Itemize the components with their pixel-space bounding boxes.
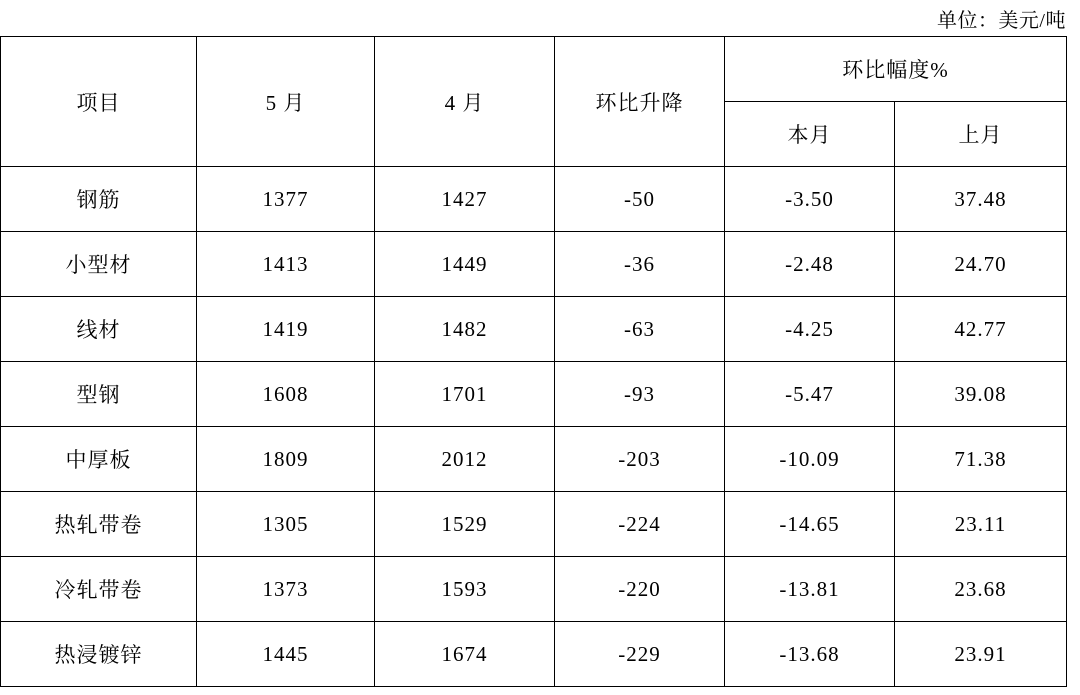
cell-mom-current: -5.47 (725, 362, 895, 427)
cell-change: -220 (555, 557, 725, 622)
cell-apr: 1449 (375, 232, 555, 297)
cell-apr: 1482 (375, 297, 555, 362)
cell-mom-current: -13.81 (725, 557, 895, 622)
cell-change: -50 (555, 167, 725, 232)
cell-mom-current: -14.65 (725, 492, 895, 557)
cell-may: 1419 (197, 297, 375, 362)
cell-mom-previous: 39.08 (895, 362, 1067, 427)
table-row (1, 557, 1067, 622)
table-body (1, 167, 1067, 687)
cell-item: 热浸镀锌 (1, 622, 197, 687)
table-row (1, 427, 1067, 492)
cell-mom-current: -2.48 (725, 232, 895, 297)
cell-change: -63 (555, 297, 725, 362)
cell-change: -93 (555, 362, 725, 427)
cell-mom-previous: 23.91 (895, 622, 1067, 687)
unit-note: 单位：美元/吨 (936, 10, 1066, 32)
price-table (0, 36, 1067, 687)
cell-mom-previous: 23.11 (895, 492, 1067, 557)
cell-may: 1809 (197, 427, 375, 492)
cell-apr: 1701 (375, 362, 555, 427)
table-row (1, 167, 1067, 232)
cell-may: 1445 (197, 622, 375, 687)
header-item: 项目 (1, 37, 197, 167)
header-mom-group: 环比幅度% (725, 37, 1067, 102)
table-header (1, 37, 1067, 167)
cell-change: -36 (555, 232, 725, 297)
cell-item: 热轧带卷 (1, 492, 197, 557)
cell-apr: 1427 (375, 167, 555, 232)
cell-apr: 1529 (375, 492, 555, 557)
cell-mom-current: -3.50 (725, 167, 895, 232)
cell-mom-previous: 37.48 (895, 167, 1067, 232)
cell-change: -203 (555, 427, 725, 492)
cell-mom-previous: 24.70 (895, 232, 1067, 297)
cell-item: 冷轧带卷 (1, 557, 197, 622)
cell-may: 1305 (197, 492, 375, 557)
cell-mom-previous: 71.38 (895, 427, 1067, 492)
header-may: 5 月 (197, 37, 375, 167)
cell-may: 1413 (197, 232, 375, 297)
table-row (1, 492, 1067, 557)
header-apr: 4 月 (375, 37, 555, 167)
cell-apr: 2012 (375, 427, 555, 492)
header-mom-current: 本月 (725, 102, 895, 167)
cell-mom-current: -13.68 (725, 622, 895, 687)
cell-apr: 1674 (375, 622, 555, 687)
table-row (1, 622, 1067, 687)
table-row (1, 297, 1067, 362)
cell-item: 钢筋 (1, 167, 197, 232)
cell-may: 1377 (197, 167, 375, 232)
cell-change: -224 (555, 492, 725, 557)
table-row (1, 232, 1067, 297)
cell-mom-current: -4.25 (725, 297, 895, 362)
cell-mom-current: -10.09 (725, 427, 895, 492)
cell-mom-previous: 42.77 (895, 297, 1067, 362)
cell-change: -229 (555, 622, 725, 687)
header-mom-previous: 上月 (895, 102, 1067, 167)
cell-mom-previous: 23.68 (895, 557, 1067, 622)
cell-item: 线材 (1, 297, 197, 362)
header-row-top (1, 37, 1067, 102)
cell-may: 1373 (197, 557, 375, 622)
cell-item: 型钢 (1, 362, 197, 427)
cell-apr: 1593 (375, 557, 555, 622)
cell-item: 中厚板 (1, 427, 197, 492)
table-row (1, 362, 1067, 427)
cell-may: 1608 (197, 362, 375, 427)
cell-item: 小型材 (1, 232, 197, 297)
price-table-container (0, 36, 1066, 687)
header-change: 环比升降 (555, 37, 725, 167)
